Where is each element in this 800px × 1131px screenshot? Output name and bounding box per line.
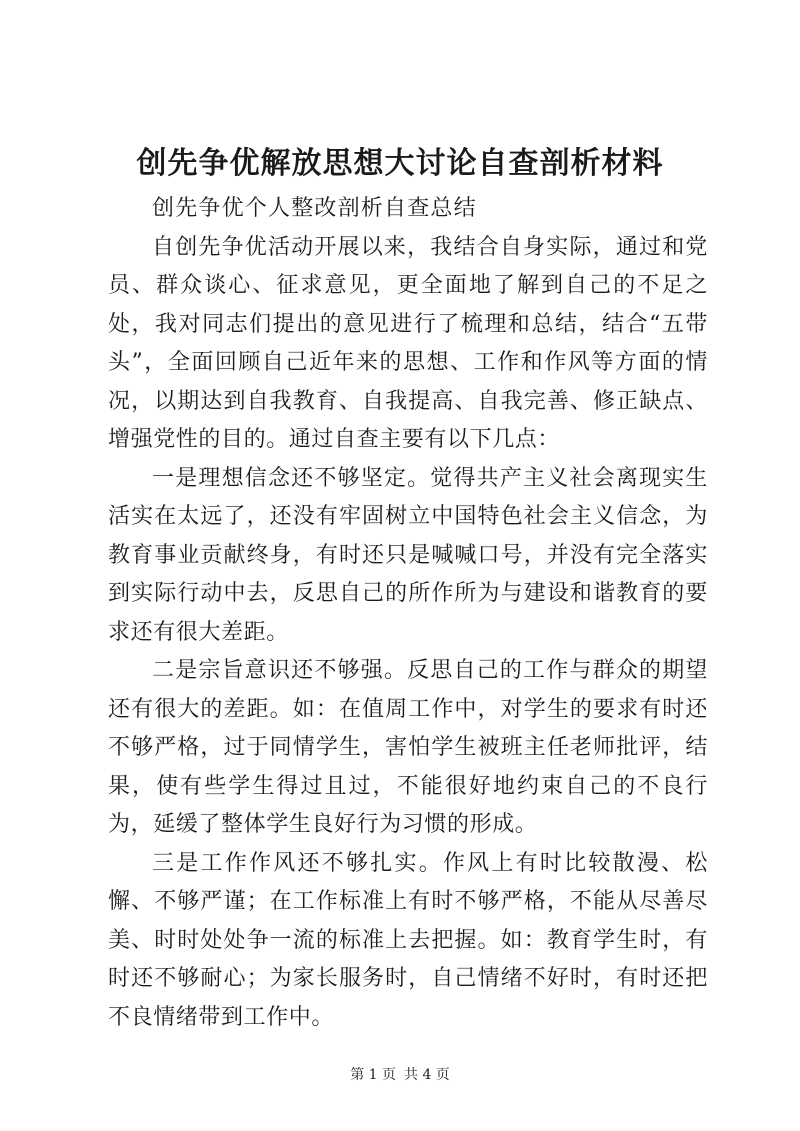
body-paragraph-point-1: 一是理想信念还不够坚定。觉得共产主义社会离现实生活实在太远了，还没有牢固树立中国特色社会主义信念，为教育事业贡献终身，有时还只是喊喊口号，并没有完全落实到实际行动中去，反思自己的所作所为与建设和谐教育的要求还有很大差距。 [108, 465, 708, 645]
page-total: 共 4 页 [404, 1067, 450, 1083]
document-body [108, 190, 708, 1037]
body-paragraph-intro: 自创先争优活动开展以来，我结合自身实际，通过和党员、群众谈心、征求意见，更全面地了解到自己的不足之处，我对同志们提出的意见进行了梳理和总结，结合“五带头”，全面回顾自己近年来的思想、工作和作风等方面的情况，以期达到自我教育、自我提高、自我完善、修正缺点、增强党性的目的。通过自查主要有以下几点： [108, 234, 708, 452]
body-paragraph-point-2: 二是宗旨意识还不够强。反思自己的工作与群众的期望还有很大的差距。如：在值周工作中，对学生的要求有时还不够严格，过于同情学生，害怕学生被班主任老师批评，结果，使有些学生得过且过，不能很好地约束自己的不良行为，延缓了整体学生良好行为习惯的形成。 [108, 658, 708, 837]
page-number: 第 1 页 [350, 1067, 396, 1083]
document-subtitle: 创先争优个人整改剖析自查总结 [152, 196, 477, 221]
page-footer [0, 1064, 800, 1084]
body-paragraph-point-3: 三是工作作风还不够扎实。作风上有时比较散漫、松懈、不够严谨；在工作标准上有时不够严格，不能从尽善尽美、时时处处争一流的标准上去把握。如：教育学生时，有时还不够耐心；为家长服务时，自己情绪不好时，有时还把不良情绪带到工作中。 [108, 850, 708, 1030]
document-title: 创先争优解放思想大讨论自查剖析材料 [136, 146, 664, 181]
